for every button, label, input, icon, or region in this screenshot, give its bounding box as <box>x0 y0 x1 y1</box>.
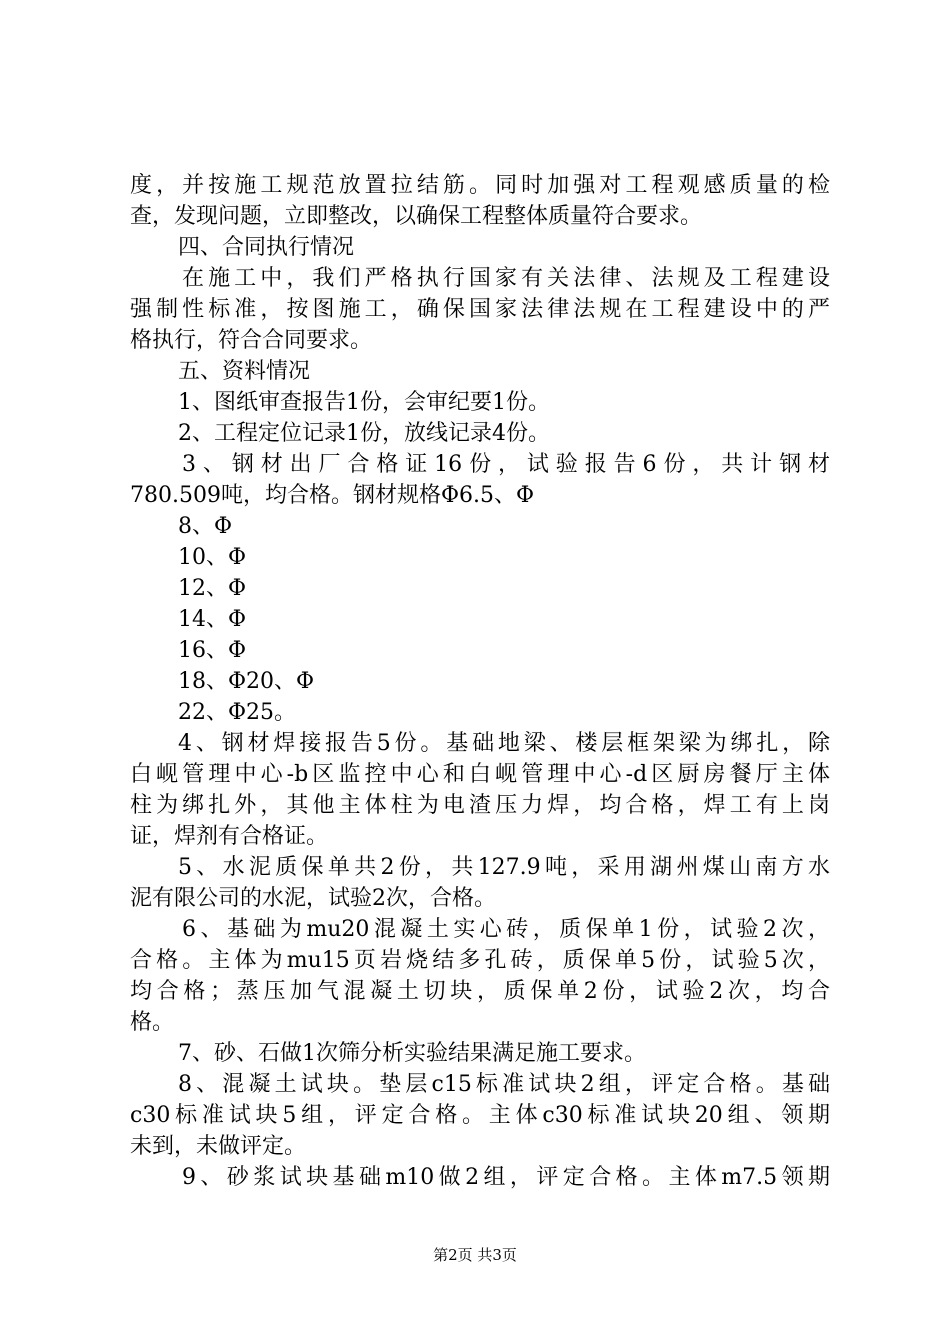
text-line: 泥有限公司的水泥，试验2次，合格。 <box>130 886 496 911</box>
document-body <box>130 170 830 1193</box>
text-line: 白岘管理中心-b区监控中心和白岘管理中心-d区厨房餐厅主体 <box>130 762 830 787</box>
text-line: 四、合同执行情况 <box>178 235 355 260</box>
text-line: 合格。主体为mu15页岩烧结多孔砖，质保单5份，试验5次， <box>130 948 830 973</box>
page-footer: 第2页 共3页 <box>433 1246 517 1264</box>
text-line: 2、工程定位记录1份，放线记录4份。 <box>178 421 550 446</box>
text-line: 未到，未做评定。 <box>130 1134 307 1159</box>
text-line: 强制性标准，按图施工，确保国家法律法规在工程建设中的严 <box>130 297 830 322</box>
text-line: 均合格；蒸压加气混凝土切块，质保单2份，试验2次，均合 <box>130 979 830 1004</box>
text-line: 3、钢材出厂合格证16份，试验报告6份，共计钢材 <box>182 452 830 477</box>
text-line: 780.509吨，均合格。钢材规格Φ6.5、Φ <box>130 483 535 508</box>
text-line: 9、砂浆试块基础m10做2组，评定合格。主体m7.5领期 <box>182 1165 830 1190</box>
text-line: 4、钢材焊接报告5份。基础地梁、楼层框架梁为绑扎，除 <box>178 731 830 756</box>
text-line: 度，并按施工规范放置拉结筋。同时加强对工程观感质量的检 <box>130 173 830 198</box>
text-line: 8、混凝土试块。垫层c15标准试块2组，评定合格。基础 <box>178 1072 830 1097</box>
text-line: 柱为绑扎外，其他主体柱为电渣压力焊，均合格，焊工有上岗 <box>130 793 830 818</box>
text-line: 1、图纸审查报告1份，会审纪要1份。 <box>178 390 550 415</box>
text-line: 格执行，符合合同要求。 <box>130 328 373 353</box>
text-line: c30标准试块5组，评定合格。主体c30标准试块20组、领期 <box>130 1103 830 1128</box>
text-line: 14、Φ <box>178 607 247 632</box>
text-line: 8、Φ <box>178 514 233 539</box>
text-line: 16、Φ <box>178 638 247 663</box>
text-line: 6、基础为mu20混凝土实心砖，质保单1份，试验2次， <box>182 917 830 942</box>
text-line: 22、Φ25。 <box>178 700 297 725</box>
text-line: 查，发现问题，立即整改，以确保工程整体质量符合要求。 <box>130 204 703 229</box>
text-line: 7、砂、石做1次筛分析实验结果满足施工要求。 <box>178 1041 646 1066</box>
text-line: 五、资料情况 <box>178 359 311 384</box>
text-line: 在施工中，我们严格执行国家有关法律、法规及工程建设 <box>182 266 830 291</box>
text-line: 5、水泥质保单共2份，共127.9吨，采用湖州煤山南方水 <box>178 855 830 880</box>
text-line: 12、Φ <box>178 576 247 601</box>
text-line: 格。 <box>130 1010 175 1035</box>
text-line: 18、Φ20、Φ <box>178 669 315 694</box>
text-line: 10、Φ <box>178 545 247 570</box>
text-line: 证，焊剂有合格证。 <box>130 824 329 849</box>
